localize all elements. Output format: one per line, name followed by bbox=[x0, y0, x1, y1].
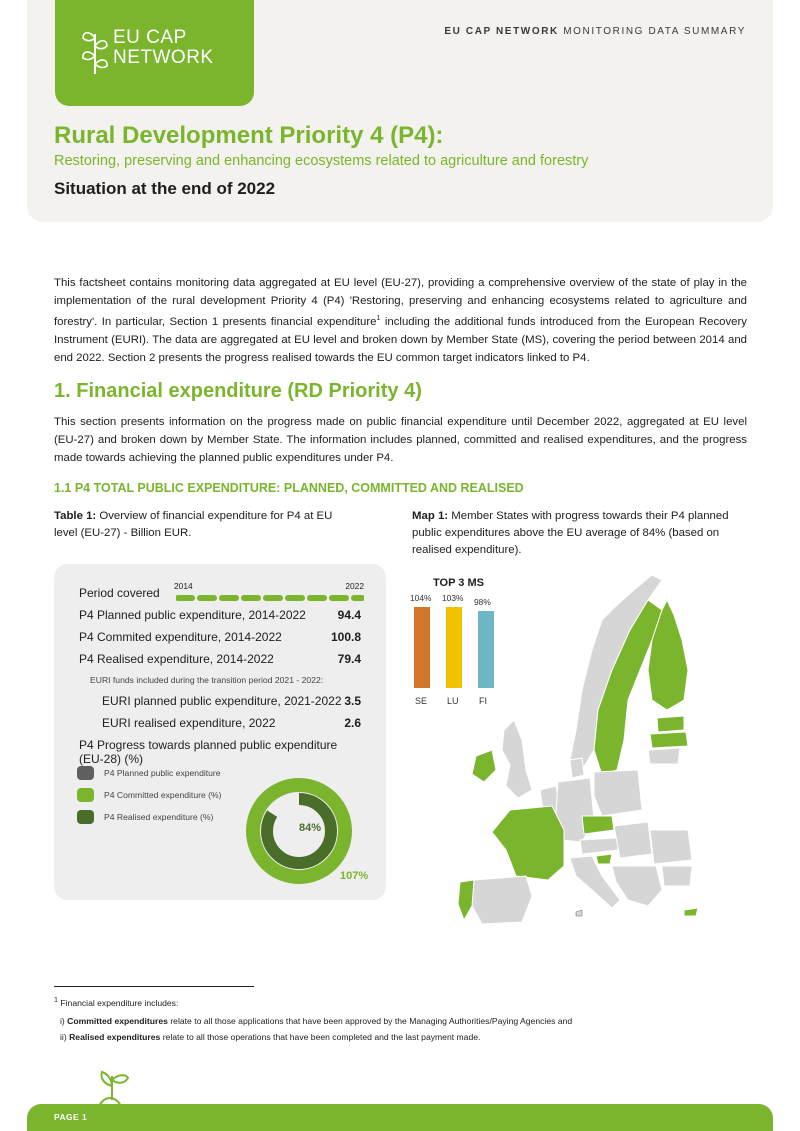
section-1-text: This section presents information on the progress made on public financial expenditure until December 2022, aggregated at EU level (EU-27) and broken down by Member State. The information includes planned, committed and realised expenditures, and the progress made towards achieving the planned public expenditures under P4. bbox=[54, 416, 747, 464]
period-dashed-line bbox=[176, 593, 364, 603]
euri-note: EURI funds included during the transition period 2021 - 2022: bbox=[90, 675, 324, 685]
map-portugal bbox=[458, 880, 474, 920]
map-uk bbox=[502, 720, 532, 798]
legend-item: P4 Planned public expenditure bbox=[77, 766, 221, 780]
logo-text: EU CAP NETWORK bbox=[113, 27, 214, 68]
map-malta bbox=[576, 910, 582, 916]
legend-swatch bbox=[77, 810, 94, 824]
eu-cap-network-logo[interactable] bbox=[55, 0, 254, 106]
legend-swatch bbox=[77, 788, 94, 802]
map-ireland bbox=[472, 750, 496, 782]
realised-pct-label: 84% bbox=[299, 822, 322, 834]
europe-map bbox=[452, 560, 752, 930]
table-row: P4 Realised expenditure, 2014-2022 79.4 bbox=[79, 652, 361, 666]
period-covered-row: Period covered bbox=[79, 586, 160, 600]
map-romania bbox=[650, 830, 692, 864]
map-italy bbox=[570, 856, 620, 908]
bar-category-label: FI bbox=[479, 696, 487, 706]
map-denmark bbox=[570, 758, 584, 778]
page-subtitle: Restoring, preserving and enhancing ecosystems related to agriculture and forestry bbox=[54, 153, 589, 169]
map-spain bbox=[472, 876, 532, 924]
leaf-logo-icon bbox=[79, 24, 111, 76]
page-number: PAGE 1 bbox=[54, 1112, 88, 1122]
progress-label: P4 Progress towards planned public expenditure (EU-28) (%) bbox=[79, 738, 338, 766]
map-bulgaria bbox=[662, 866, 692, 886]
footnote-item-2: ii) Realised expenditures relate to all those operations that have been completed and the last payment made. bbox=[60, 1032, 481, 1042]
table-row: P4 Commited expenditure, 2014-2022 100.8 bbox=[79, 630, 361, 644]
sprout-icon bbox=[96, 1062, 132, 1106]
map-slovakia-hungary bbox=[614, 822, 652, 858]
section-1-heading: 1. Financial expenditure (RD Priority 4) bbox=[54, 380, 422, 402]
bar-category-label: SE bbox=[415, 696, 428, 706]
intro-paragraph: This factsheet contains monitoring data aggregated at EU level (EU-27), providing a comprehensive overview of the state of play in the implementation of the rural development Priority 4 (P4) 'Restoring, preserving and enhancing ecosystems related to agriculture and forestry'. In particular, Section 1 presents financial expenditure$^1$ including the additional funds introduced from the European Recovery Instrument (EURI). The data are aggregated at EU level and broken down by Member State (MS), covering the period between 2014 and end 2022. Section 2 presents the progress realised towards the EU common target indicators linked to P4. bbox=[54, 277, 747, 364]
map-lithuania bbox=[648, 748, 680, 764]
footnote-item-1: i) Committed expenditures relate to all those applications that have been approved by the Managing Authorities/Paying Agencies and bbox=[60, 1016, 573, 1026]
map-poland bbox=[594, 770, 642, 816]
bar-category-label: LU bbox=[447, 696, 459, 706]
map-austria bbox=[580, 838, 618, 854]
footnote-divider bbox=[54, 986, 254, 987]
legend-item: P4 Committed expenditure (%) bbox=[77, 788, 222, 802]
map-cyprus bbox=[684, 908, 698, 916]
footnote-intro: $^1$ Financial expenditure includes: bbox=[54, 996, 179, 1008]
table-1-caption: Table 1: Overview of financial expenditure for P4 at EU level (EU-27) - Billion EUR. bbox=[54, 510, 333, 539]
table-row: P4 Planned public expenditure, 2014-2022 94.4 bbox=[79, 608, 361, 622]
period-end: 2022 bbox=[345, 581, 364, 591]
map-1-caption: Map 1: Member States with progress towards their P4 planned public expenditures above the EU average of 84% (based on realised expenditure). bbox=[412, 510, 729, 556]
map-estonia bbox=[657, 716, 684, 732]
map-latvia bbox=[650, 732, 688, 748]
map-slovenia bbox=[596, 854, 612, 864]
map-france bbox=[492, 806, 564, 880]
section-1-1-heading: 1.1 P4 TOTAL PUBLIC EXPENDITURE: PLANNED, COMMITTED AND REALISED bbox=[54, 481, 524, 495]
committed-pct-label: 107% bbox=[340, 870, 369, 882]
footnote-ref[interactable]: 1 bbox=[376, 315, 381, 322]
table-row: EURI planned public expenditure, 2021-2022 3.5 bbox=[102, 694, 361, 708]
page-title: Rural Development Priority 4 (P4): bbox=[54, 122, 444, 149]
map-czechia bbox=[582, 816, 614, 834]
bar-value-label: 103% bbox=[442, 593, 464, 604]
bar-value-label: 98% bbox=[474, 597, 491, 608]
header-series-title: EU CAP NETWORK MONITORING DATA SUMMARY bbox=[444, 26, 746, 37]
legend-swatch bbox=[77, 766, 94, 780]
situation-heading: Situation at the end of 2022 bbox=[54, 179, 276, 198]
period-timeline bbox=[174, 581, 364, 608]
bar-se bbox=[414, 607, 430, 688]
period-start: 2014 bbox=[174, 581, 193, 591]
bar-value-label: 104% bbox=[410, 592, 432, 603]
legend-item: P4 Realised expenditure (%) bbox=[77, 810, 213, 824]
top3-chart-title: TOP 3 MS bbox=[433, 577, 484, 589]
footer-band bbox=[27, 1104, 773, 1131]
table-row: EURI realised expenditure, 2022 2.6 bbox=[102, 716, 361, 730]
table-1-panel bbox=[54, 564, 386, 900]
